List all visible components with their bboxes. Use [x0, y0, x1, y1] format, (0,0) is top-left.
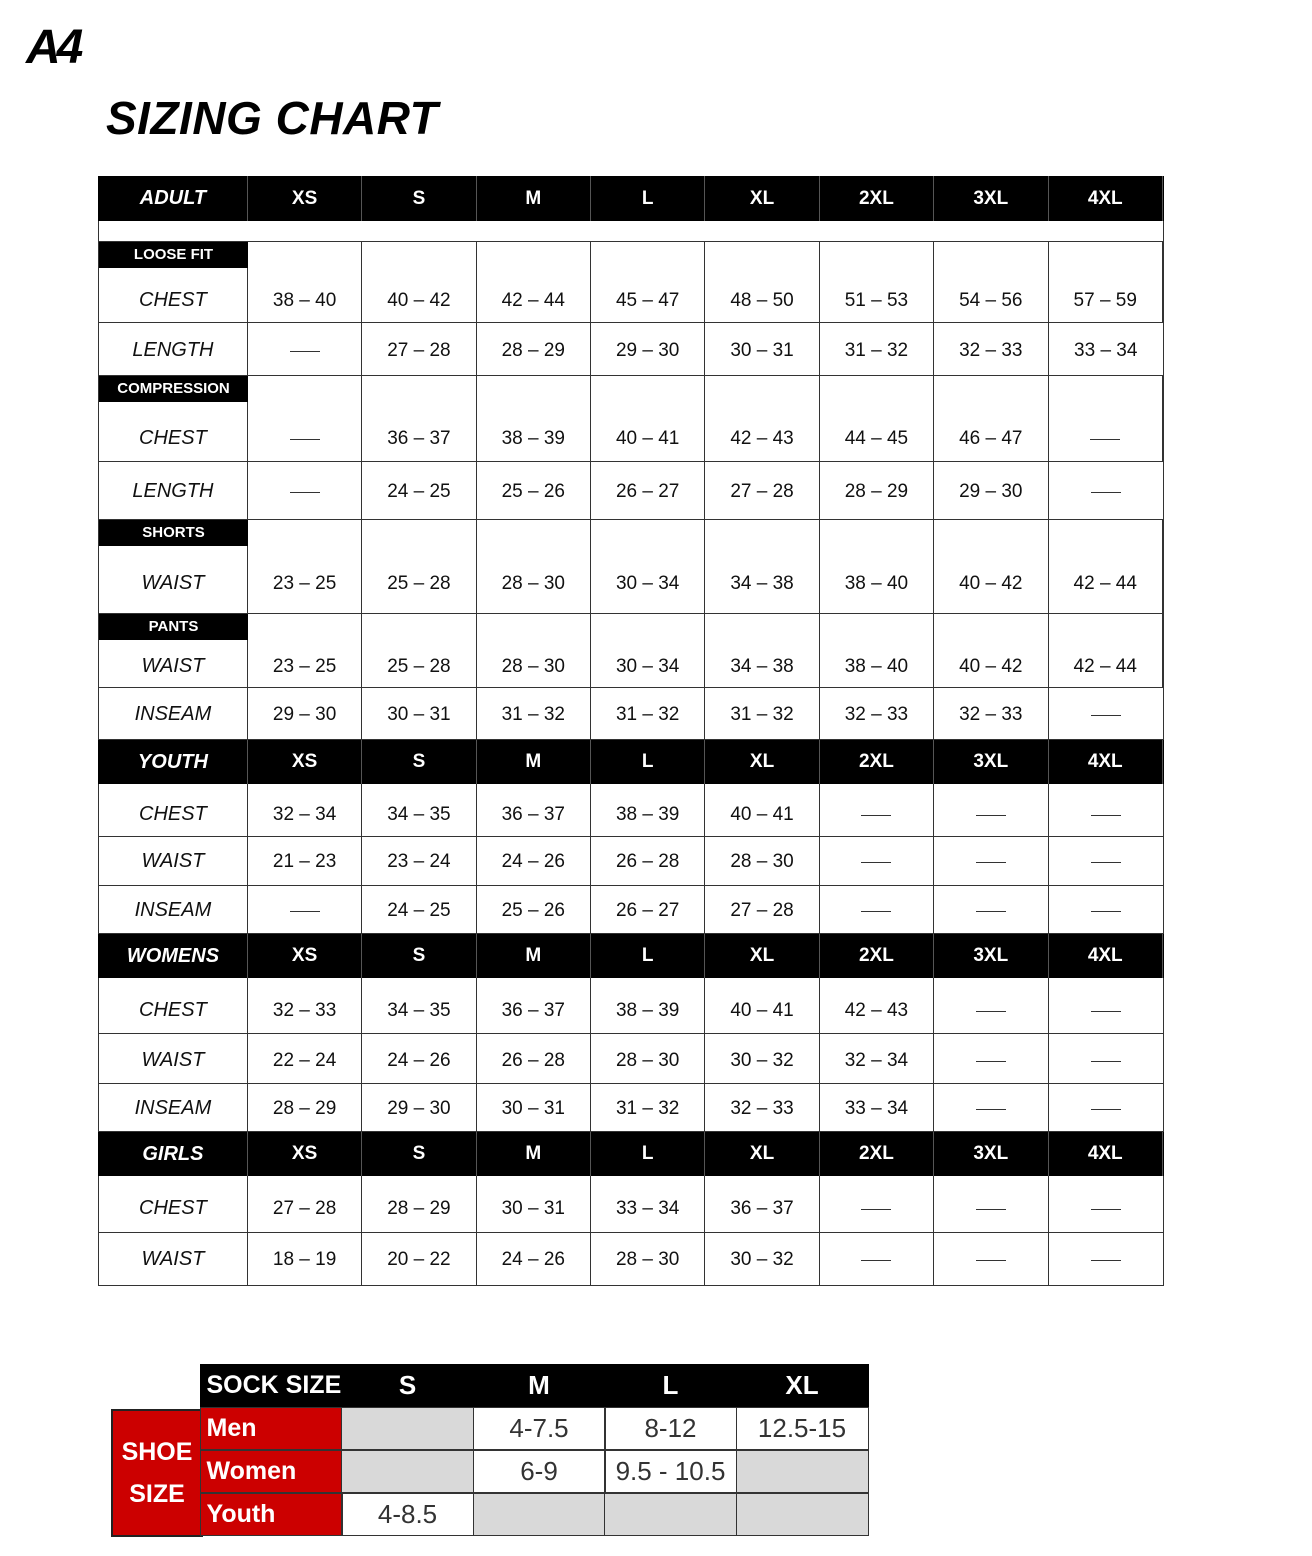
- sock-empty-cell: [736, 1450, 869, 1493]
- size-header-cell: 4XL: [1049, 176, 1163, 221]
- shoe-size-row-label: Men: [200, 1407, 343, 1450]
- table-cell: 54 – 56: [934, 242, 1048, 322]
- size-header-cell: L: [591, 176, 705, 221]
- table-cell: 40 – 42: [934, 614, 1048, 687]
- table-cell: [1049, 1034, 1163, 1083]
- table-row: [98, 1084, 1164, 1132]
- table-row: [98, 520, 1164, 614]
- sock-value-cell: 6-9: [473, 1450, 606, 1493]
- size-header-cell: 3XL: [934, 1132, 1048, 1176]
- row-label: CHEST: [99, 784, 248, 836]
- sock-value-cell: 8-12: [604, 1407, 737, 1450]
- table-cell: 46 – 47: [934, 376, 1048, 461]
- sock-value-cell: 4-8.5: [341, 1493, 474, 1536]
- table-cell: 28 – 29: [820, 462, 934, 519]
- table-cell: 36 – 37: [362, 376, 476, 461]
- size-header-cell: 2XL: [820, 740, 934, 784]
- size-header-cell: M: [477, 740, 591, 784]
- size-header-cell: 4XL: [1049, 934, 1163, 978]
- table-cell: 36 – 37: [705, 1176, 819, 1232]
- size-header-cell: XL: [705, 934, 819, 978]
- size-header-cell: XL: [705, 740, 819, 784]
- table-cell: 29 – 30: [362, 1084, 476, 1131]
- table-row: [98, 978, 1164, 1034]
- table-cell: [820, 784, 934, 836]
- adult-header-label: ADULT: [99, 176, 248, 221]
- table-cell: 38 – 40: [248, 242, 362, 322]
- size-header-cell: 3XL: [934, 740, 1048, 784]
- row-label: INSEAM: [99, 886, 248, 933]
- table-cell: 18 – 19: [248, 1233, 362, 1285]
- size-header-cell: 2XL: [820, 934, 934, 978]
- table-cell: [1049, 886, 1163, 933]
- table-cell: 28 – 30: [591, 1233, 705, 1285]
- table-cell: [1049, 376, 1163, 461]
- table-cell: 42 – 43: [820, 978, 934, 1033]
- row-label: WAIST: [99, 1034, 248, 1083]
- empty-value-dash: [1091, 1061, 1121, 1062]
- table-cell: [934, 886, 1048, 933]
- table-row: [98, 242, 1164, 323]
- row-label: WAIST: [99, 520, 248, 613]
- table-cell: 30 – 32: [705, 1233, 819, 1285]
- table-cell: 31 – 32: [477, 688, 591, 739]
- section-tag-compression: COMPRESSION: [99, 376, 248, 402]
- sock-value-cell: 12.5-15: [736, 1407, 869, 1450]
- empty-value-dash: [290, 439, 320, 440]
- row-label: CHEST: [99, 376, 248, 461]
- table-cell: 42 – 43: [705, 376, 819, 461]
- empty-value-dash: [976, 1209, 1006, 1210]
- shoe-size-label: [111, 1409, 203, 1537]
- table-cell: [248, 462, 362, 519]
- size-header-cell: 2XL: [820, 1132, 934, 1176]
- table-cell: [934, 978, 1048, 1033]
- empty-value-dash: [1091, 1109, 1121, 1110]
- empty-value-dash: [976, 911, 1006, 912]
- row-label: CHEST: [99, 242, 248, 322]
- table-cell: 32 – 33: [820, 688, 934, 739]
- sock-empty-cell: [736, 1493, 869, 1536]
- table-cell: 29 – 30: [248, 688, 362, 739]
- table-cell: [1049, 978, 1163, 1033]
- table-cell: [248, 886, 362, 933]
- table-cell: 23 – 25: [248, 520, 362, 613]
- girls-header-label: GIRLS: [99, 1132, 248, 1176]
- table-cell: 30 – 34: [591, 520, 705, 613]
- sock-empty-cell: [604, 1493, 737, 1536]
- table-cell: 40 – 42: [934, 520, 1048, 613]
- empty-value-dash: [861, 1260, 891, 1261]
- table-cell: 27 – 28: [248, 1176, 362, 1232]
- table-cell: 30 – 34: [591, 614, 705, 687]
- table-cell: 29 – 30: [591, 323, 705, 375]
- table-cell: 30 – 32: [705, 1034, 819, 1083]
- empty-value-dash: [976, 1109, 1006, 1110]
- empty-value-dash: [976, 1260, 1006, 1261]
- table-cell: 31 – 32: [591, 688, 705, 739]
- table-cell: 27 – 28: [362, 323, 476, 375]
- table-cell: 24 – 25: [362, 462, 476, 519]
- table-cell: 24 – 26: [477, 1233, 591, 1285]
- table-cell: 32 – 33: [934, 688, 1048, 739]
- row-label: CHEST: [99, 1176, 248, 1232]
- table-cell: [820, 886, 934, 933]
- size-header-cell: M: [477, 176, 591, 221]
- table-cell: 40 – 42: [362, 242, 476, 322]
- table-cell: 48 – 50: [705, 242, 819, 322]
- empty-value-dash: [1091, 492, 1121, 493]
- table-cell: [820, 1176, 934, 1232]
- table-cell: [1049, 462, 1163, 519]
- empty-value-dash: [1091, 1260, 1121, 1261]
- size-header-cell: XS: [248, 176, 362, 221]
- table-cell: 25 – 26: [477, 462, 591, 519]
- table-cell: 38 – 40: [820, 520, 934, 613]
- table-cell: 32 – 33: [248, 978, 362, 1033]
- size-header-cell: 4XL: [1049, 1132, 1163, 1176]
- row-label: LENGTH: [99, 323, 248, 375]
- table-cell: 51 – 53: [820, 242, 934, 322]
- empty-value-dash: [976, 862, 1006, 863]
- table-cell: [1049, 1176, 1163, 1232]
- table-cell: 28 – 30: [477, 614, 591, 687]
- table-cell: [934, 1233, 1048, 1285]
- sizing-chart-table: [98, 176, 1164, 1286]
- size-header-cell: S: [362, 1132, 476, 1176]
- table-cell: [934, 1084, 1048, 1131]
- table-cell: 42 – 44: [1049, 520, 1163, 613]
- sock-empty-cell: [341, 1450, 474, 1493]
- table-cell: [934, 784, 1048, 836]
- table-cell: [1049, 688, 1163, 739]
- womens-header-row: [98, 934, 1164, 978]
- size-header-cell: S: [362, 176, 476, 221]
- table-cell: 25 – 28: [362, 520, 476, 613]
- empty-value-dash: [976, 815, 1006, 816]
- size-header-cell: 3XL: [934, 934, 1048, 978]
- shoe-size-row-label: Youth: [200, 1493, 343, 1536]
- table-cell: 28 – 30: [705, 837, 819, 885]
- table-cell: 28 – 30: [591, 1034, 705, 1083]
- sock-table-row: [201, 1494, 869, 1537]
- table-cell: 26 – 27: [591, 886, 705, 933]
- sock-header-row: [201, 1365, 869, 1408]
- table-cell: 31 – 32: [705, 688, 819, 739]
- table-cell: 31 – 32: [591, 1084, 705, 1131]
- table-cell: 38 – 39: [591, 978, 705, 1033]
- size-header-cell: L: [591, 740, 705, 784]
- size-header-cell: M: [477, 934, 591, 978]
- table-cell: 28 – 30: [477, 520, 591, 613]
- sock-table-row: [201, 1408, 869, 1451]
- empty-value-dash: [290, 911, 320, 912]
- empty-value-dash: [290, 351, 320, 352]
- empty-value-dash: [861, 911, 891, 912]
- size-header-cell: XS: [248, 1132, 362, 1176]
- size-header-cell: 3XL: [934, 176, 1048, 221]
- table-cell: 42 – 44: [1049, 614, 1163, 687]
- table-cell: 38 – 39: [591, 784, 705, 836]
- empty-value-dash: [290, 492, 320, 493]
- empty-value-dash: [976, 1061, 1006, 1062]
- table-cell: 57 – 59: [1049, 242, 1163, 322]
- row-label: WAIST: [99, 837, 248, 885]
- table-cell: 24 – 25: [362, 886, 476, 933]
- table-row: [98, 462, 1164, 520]
- section-tag-loose-fit: LOOSE FIT: [99, 242, 248, 268]
- shoe-size-row-label: Women: [200, 1450, 343, 1493]
- table-cell: 36 – 37: [477, 784, 591, 836]
- size-header-cell: L: [591, 934, 705, 978]
- row-label: INSEAM: [99, 1084, 248, 1131]
- table-cell: 45 – 47: [591, 242, 705, 322]
- table-cell: 38 – 39: [477, 376, 591, 461]
- table-cell: 32 – 34: [248, 784, 362, 836]
- table-cell: 42 – 44: [477, 242, 591, 322]
- womens-header-label: WOMENS: [99, 934, 248, 978]
- table-cell: [1049, 1084, 1163, 1131]
- empty-value-dash: [1090, 439, 1120, 440]
- table-row: [98, 614, 1164, 688]
- empty-value-dash: [1091, 862, 1121, 863]
- table-cell: [934, 1176, 1048, 1232]
- table-cell: 27 – 28: [705, 462, 819, 519]
- sock-size-header-cell: S: [341, 1364, 474, 1407]
- table-row: [98, 886, 1164, 934]
- empty-value-dash: [1091, 911, 1121, 912]
- table-cell: 34 – 35: [362, 784, 476, 836]
- section-tag-shorts: SHORTS: [99, 520, 248, 546]
- table-cell: 24 – 26: [362, 1034, 476, 1083]
- empty-value-dash: [976, 1011, 1006, 1012]
- table-cell: 33 – 34: [1074, 340, 1138, 361]
- sock-size-header-cell: M: [473, 1364, 606, 1407]
- size-header-cell: XL: [705, 1132, 819, 1176]
- table-cell: 30 – 31: [477, 1084, 591, 1131]
- table-row: [98, 688, 1164, 740]
- header-spacer: [98, 221, 1164, 242]
- table-row: [98, 1034, 1164, 1084]
- table-cell: 24 – 26: [477, 837, 591, 885]
- page-title: SIZING CHART: [106, 92, 439, 144]
- sock-size-grid: [201, 1365, 869, 1537]
- table-cell: 28 – 29: [362, 1176, 476, 1232]
- table-cell: 22 – 24: [248, 1034, 362, 1083]
- table-cell: 28 – 29: [248, 1084, 362, 1131]
- table-cell: 30 – 31: [362, 688, 476, 739]
- size-header-cell: S: [362, 934, 476, 978]
- table-cell: 33 – 34: [591, 1176, 705, 1232]
- youth-header-label: YOUTH: [99, 740, 248, 784]
- table-cell: 20 – 22: [362, 1233, 476, 1285]
- table-cell: 29 – 30: [934, 462, 1048, 519]
- row-label: CHEST: [99, 978, 248, 1033]
- table-cell: [934, 837, 1048, 885]
- table-cell: 21 – 23: [248, 837, 362, 885]
- table-row: [98, 323, 1164, 376]
- sock-value-cell: 4-7.5: [473, 1407, 606, 1450]
- sock-empty-cell: [341, 1407, 474, 1450]
- table-cell: 38 – 40: [820, 614, 934, 687]
- table-cell: 34 – 35: [362, 978, 476, 1033]
- table-cell: 32 – 34: [820, 1034, 934, 1083]
- table-cell: [248, 323, 362, 375]
- sock-size-header-cell: XL: [736, 1364, 869, 1407]
- size-header-cell: L: [591, 1132, 705, 1176]
- table-cell: 26 – 28: [591, 837, 705, 885]
- section-tag-pants: PANTS: [99, 614, 248, 640]
- table-cell: 30 – 31: [477, 1176, 591, 1232]
- table-cell: 33 – 34: [820, 1084, 934, 1131]
- table-row: [98, 1176, 1164, 1233]
- table-cell: [1049, 1233, 1163, 1285]
- table-cell: 40 – 41: [705, 784, 819, 836]
- row-label: WAIST: [99, 1233, 248, 1285]
- empty-value-dash: [1091, 715, 1121, 716]
- table-cell: 40 – 41: [705, 978, 819, 1033]
- table-cell: [1049, 784, 1163, 836]
- table-cell: [820, 1233, 934, 1285]
- size-header-cell: S: [362, 740, 476, 784]
- table-cell: 32 – 33: [934, 323, 1048, 375]
- table-cell: 27 – 28: [705, 886, 819, 933]
- row-label: LENGTH: [99, 462, 248, 519]
- shoe-size-label-line2: SIZE: [129, 1480, 185, 1508]
- table-cell: [820, 837, 934, 885]
- size-header-cell: XL: [705, 176, 819, 221]
- table-cell: 34 – 38: [705, 520, 819, 613]
- table-cell: 32 – 33: [705, 1084, 819, 1131]
- row-label: INSEAM: [99, 688, 248, 739]
- brand-logo: A4: [26, 21, 80, 74]
- table-cell: 30 – 31: [705, 323, 819, 375]
- table-cell: 44 – 45: [820, 376, 934, 461]
- size-header-cell: M: [477, 1132, 591, 1176]
- empty-value-dash: [861, 862, 891, 863]
- table-cell: 25 – 28: [362, 614, 476, 687]
- sock-value-cell: 9.5 - 10.5: [604, 1450, 737, 1493]
- table-cell: [934, 1034, 1048, 1083]
- empty-value-dash: [1091, 1209, 1121, 1210]
- table-cell: [1049, 837, 1163, 885]
- empty-value-dash: [1091, 1011, 1121, 1012]
- table-row: [98, 784, 1164, 837]
- sock-size-header-cell: L: [604, 1364, 737, 1407]
- empty-value-dash: [861, 815, 891, 816]
- empty-value-dash: [1091, 815, 1121, 816]
- empty-value-dash: [861, 1209, 891, 1210]
- shoe-size-label-line1: SHOE: [121, 1438, 193, 1466]
- sock-empty-cell: [473, 1493, 606, 1536]
- girls-header-row: [98, 1132, 1164, 1176]
- table-cell: 28 – 29: [477, 323, 591, 375]
- table-cell: 23 – 25: [248, 614, 362, 687]
- table-cell: 31 – 32: [820, 323, 934, 375]
- sock-size-table: [111, 1365, 877, 1539]
- table-cell: 26 – 28: [477, 1034, 591, 1083]
- size-header-cell: XS: [248, 934, 362, 978]
- table-cell: 34 – 38: [705, 614, 819, 687]
- sock-size-header-label: SOCK SIZE: [200, 1364, 343, 1407]
- adult-header-row: [98, 176, 1164, 221]
- table-cell: [248, 376, 362, 461]
- table-cell: 25 – 26: [477, 886, 591, 933]
- table-row: [98, 1233, 1164, 1286]
- table-cell: 26 – 27: [591, 462, 705, 519]
- sock-table-row: [201, 1451, 869, 1494]
- table-cell: 40 – 41: [591, 376, 705, 461]
- table-row: [98, 376, 1164, 462]
- youth-header-row: [98, 740, 1164, 784]
- size-header-cell: XS: [248, 740, 362, 784]
- table-cell: 23 – 24: [362, 837, 476, 885]
- size-header-cell: 2XL: [820, 176, 934, 221]
- row-label: WAIST: [99, 614, 248, 687]
- size-header-cell: 4XL: [1049, 740, 1163, 784]
- table-cell: 36 – 37: [477, 978, 591, 1033]
- table-row: [98, 837, 1164, 886]
